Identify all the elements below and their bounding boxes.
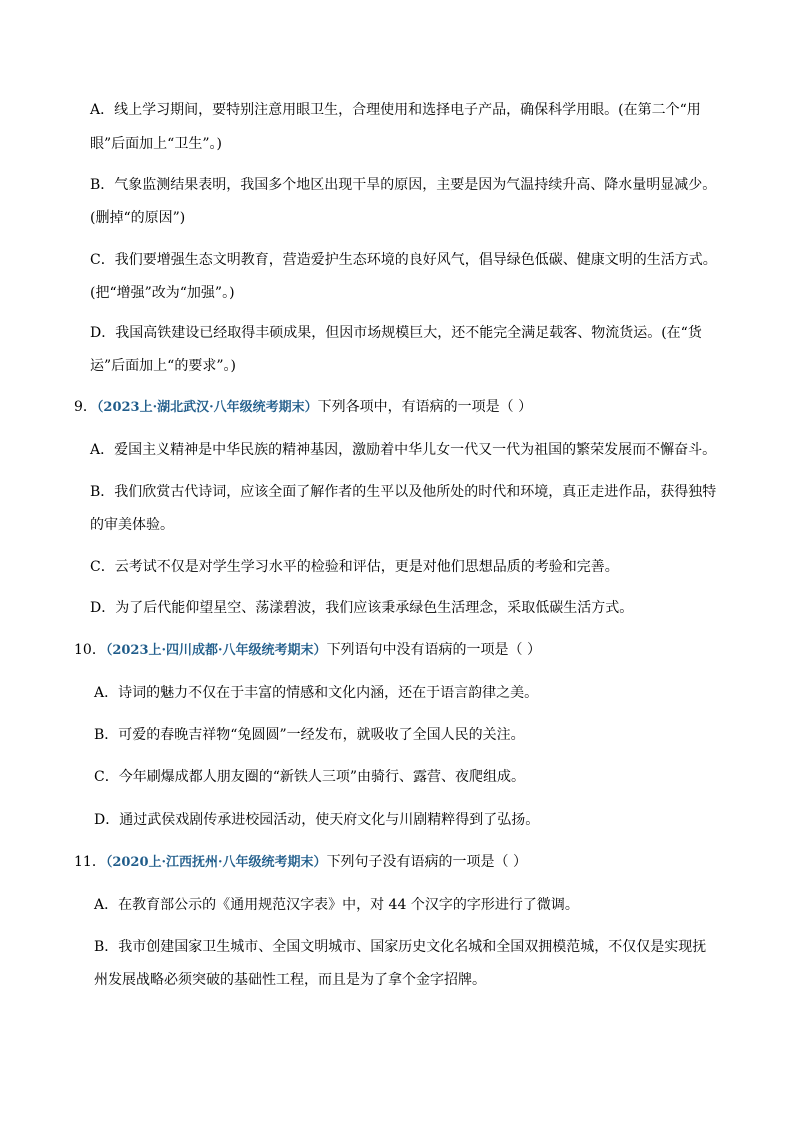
q9-number: 9． — [74, 399, 97, 415]
q11-option-a: A．在教育部公示的《通用规范汉字表》中，对 44 个汉字的字形进行了微调。 — [94, 897, 579, 913]
q8-option-a-line-2: 眼”后面加上“卫生”。) — [90, 136, 222, 152]
q10-header — [74, 640, 541, 661]
q8-option-d-line-2: 运”后面加上“的要求”。) — [90, 358, 236, 374]
q8-option-b-line-1: B．气象监测结果表明，我国多个地区出现干旱的原因，主要是因为气温持续升高、降水量明显减少。 — [90, 177, 717, 193]
q10-option-a: A．诗词的魅力不仅在于丰富的情感和文化内涵，还在于语言韵律之美。 — [94, 685, 539, 701]
q10-number: 10． — [74, 642, 106, 658]
q10-stem: 下列语句中没有语病的一项是（ ） — [326, 642, 542, 658]
q9-source: （2023上·湖北武汉·八年级统考期末） — [96, 400, 318, 415]
q9-header — [74, 397, 532, 418]
q8-option-c-line-1: C．我们要增强生态文明教育，营造爱护生态环境的良好风气，倡导绿色低碳、健康文明的生活方式。 — [90, 252, 717, 268]
q10-option-d: D．通过武侯戏剧传承进校园活动，使天府文化与川剧精粹得到了弘扬。 — [94, 812, 540, 828]
q11-option-b-line-2: 州发展战略必须突破的基础性工程，而且是为了拿个金字招牌。 — [94, 972, 486, 988]
q9-option-b-line-2: 的审美体验。 — [90, 517, 174, 533]
q9-option-d: D．为了后代能仰望星空、荡漾碧波，我们应该秉承绿色生活理念，采取低碳生活方式。 — [90, 600, 634, 616]
q9-option-c: C．云考试不仅是对学生学习水平的检验和评估，更是对他们思想品质的考验和完善。 — [90, 559, 619, 575]
q11-header — [74, 852, 527, 873]
q10-source: （2023上·四川成都·八年级统考期末） — [105, 643, 327, 658]
q11-stem: 下列句子没有语病的一项是（ ） — [326, 854, 528, 870]
q8-option-b-line-2: (删掉“的原因”) — [90, 210, 186, 226]
q11-option-b-line-1: B．我市创建国家卫生城市、全国文明城市、国家历史文化名城和全国双拥模范城，不仅仅是实现抚 — [94, 939, 707, 955]
q9-stem: 下列各项中，有语病的一项是（ ） — [317, 399, 533, 415]
q11-source: （2020上·江西抚州·八年级统考期末） — [105, 855, 327, 870]
q8-option-a-line-1: A．线上学习期间，要特别注意用眼卫生，合理使用和选择电子产品，确保科学用眼。(在第二个“用 — [90, 102, 701, 118]
q10-option-c: C．今年刷爆成都人朋友圈的“新铁人三项”由骑行、露营、夜爬组成。 — [94, 769, 526, 785]
q10-option-b: B．可爱的春晚吉祥物“兔圆圆”一经发布，就吸收了全国人民的关注。 — [94, 727, 525, 743]
q8-option-d-line-1: D．我国高铁建设已经取得丰硕成果，但因市场规模巨大，还不能完全满足载客、物流货运。(在“货 — [90, 325, 702, 341]
q11-number: 11． — [74, 854, 106, 870]
q9-option-b-line-1: B．我们欣赏古代诗词，应该全面了解作者的生平以及他所处的时代和环境，真正走进作品，获得独特 — [90, 484, 717, 500]
q9-option-a: A．爱国主义精神是中华民族的精神基因，激励着中华儿女一代又一代为祖国的繁荣发展而不懈奋斗。 — [90, 442, 717, 458]
q8-option-c-line-2: (把“增强”改为“加强”。) — [90, 285, 235, 301]
